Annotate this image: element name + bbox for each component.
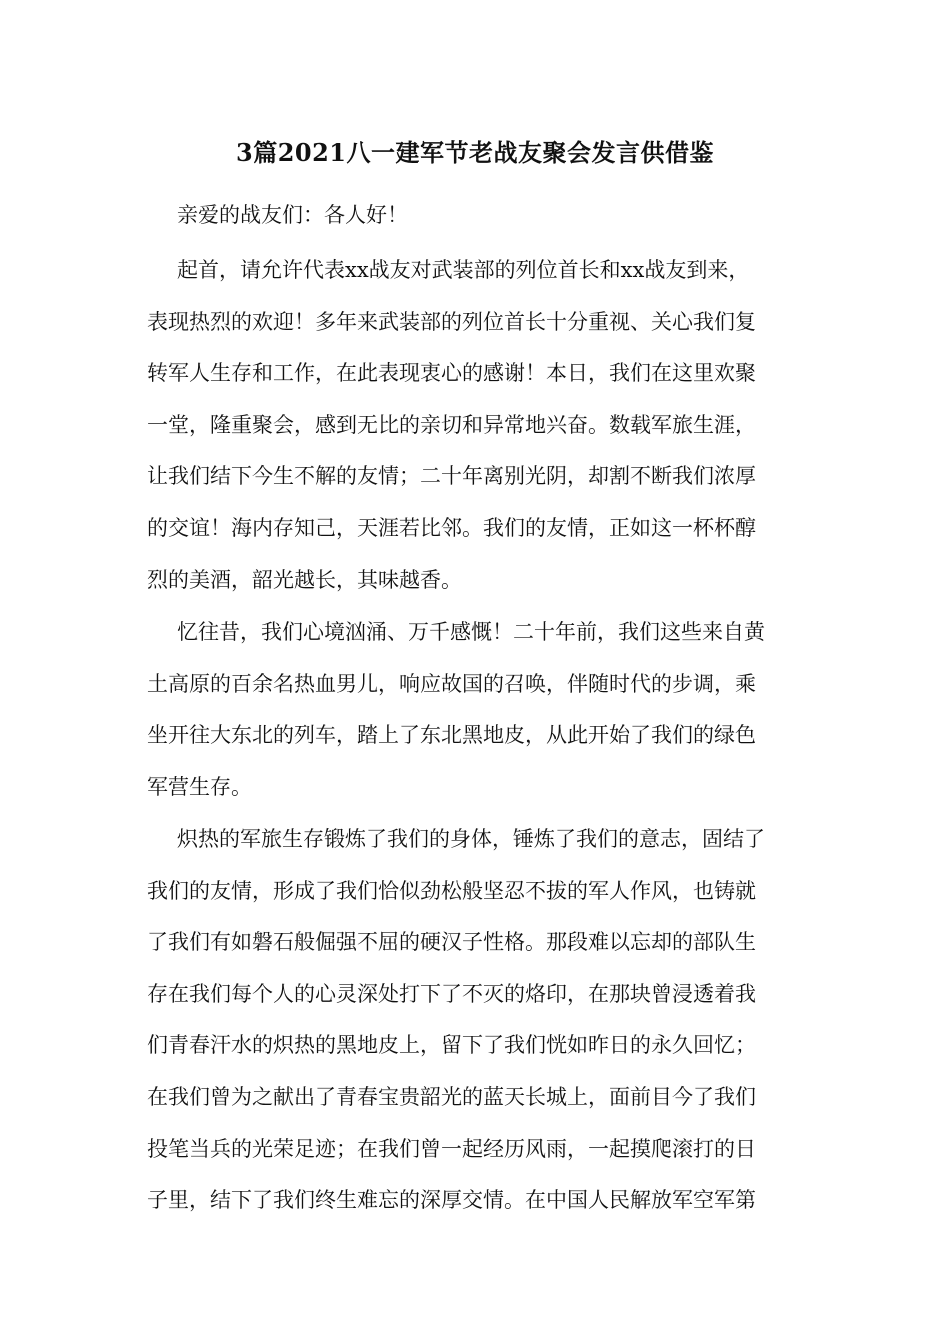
paragraph-line: 存在我们每个人的心灵深处打下了不灭的烙印，在那块曾浸透着我 — [147, 981, 756, 1006]
paragraph-1 — [147, 245, 807, 606]
paragraph-line: 我们的友情，形成了我们恰似劲松般坚忍不拔的军人作风，也铸就 — [147, 878, 756, 903]
paragraph-line: 投笔当兵的光荣足迹；在我们曾一起经历风雨，一起摸爬滚打的日 — [147, 1136, 756, 1161]
paragraph-line: 子里，结下了我们终生难忘的深厚交情。在中国人民解放军空军第 — [147, 1188, 756, 1213]
paragraph-line: 一堂，隆重聚会，感到无比的亲切和异常地兴奋。数载军旅生涯， — [147, 412, 756, 437]
paragraph-line: 表现热烈的欢迎！多年来武装部的列位首长十分重视、关心我们复 — [147, 309, 756, 334]
paragraph-2 — [147, 607, 807, 813]
paragraph-line: 烈的美酒，韶光越长，其味越香。 — [147, 567, 462, 592]
paragraph-line: 让我们结下今生不解的友情；二十年离别光阴，却割不断我们浓厚 — [147, 464, 756, 489]
document-title: 3篇2021八一建军节老战友聚会发言供借鉴 — [236, 138, 714, 167]
paragraph-line: 坐开往大东北的列车，踏上了东北黑地皮，从此开始了我们的绿色 — [147, 723, 756, 748]
paragraph-line: 忆往昔，我们心境汹涌、万千感慨！二十年前，我们这些来自黄 — [177, 620, 765, 644]
salutation: 亲爱的战友们：各人好！ — [177, 203, 408, 227]
paragraph-line: 起首，请允许代表xx战友对武装部的列位首长和xx战友到来， — [177, 258, 750, 282]
paragraph-line: 转军人生存和工作，在此表现衷心的感谢！本日，我们在这里欢聚 — [147, 361, 756, 386]
paragraph-line: 们青春汗水的炽热的黑地皮上，留下了我们恍如昨日的永久回忆； — [147, 1033, 756, 1058]
paragraph-line: 军营生存。 — [147, 774, 252, 799]
paragraph-line: 在我们曾为之献出了青春宝贵韶光的蓝天长城上，面前目今了我们 — [147, 1084, 756, 1109]
paragraph-line: 土高原的百余名热血男儿，响应故国的召唤，伴随时代的步调，乘 — [147, 671, 756, 696]
paragraph-line: 的交谊！海内存知己，天涯若比邻。我们的友情，正如这一杯杯醇 — [147, 515, 756, 540]
paragraph-line: 了我们有如磐石般倔强不屈的硬汉子性格。那段难以忘却的部队生 — [147, 930, 756, 955]
paragraph-line: 炽热的军旅生存锻炼了我们的身体，锤炼了我们的意志，固结了 — [177, 827, 765, 851]
paragraph-3 — [147, 814, 807, 1227]
